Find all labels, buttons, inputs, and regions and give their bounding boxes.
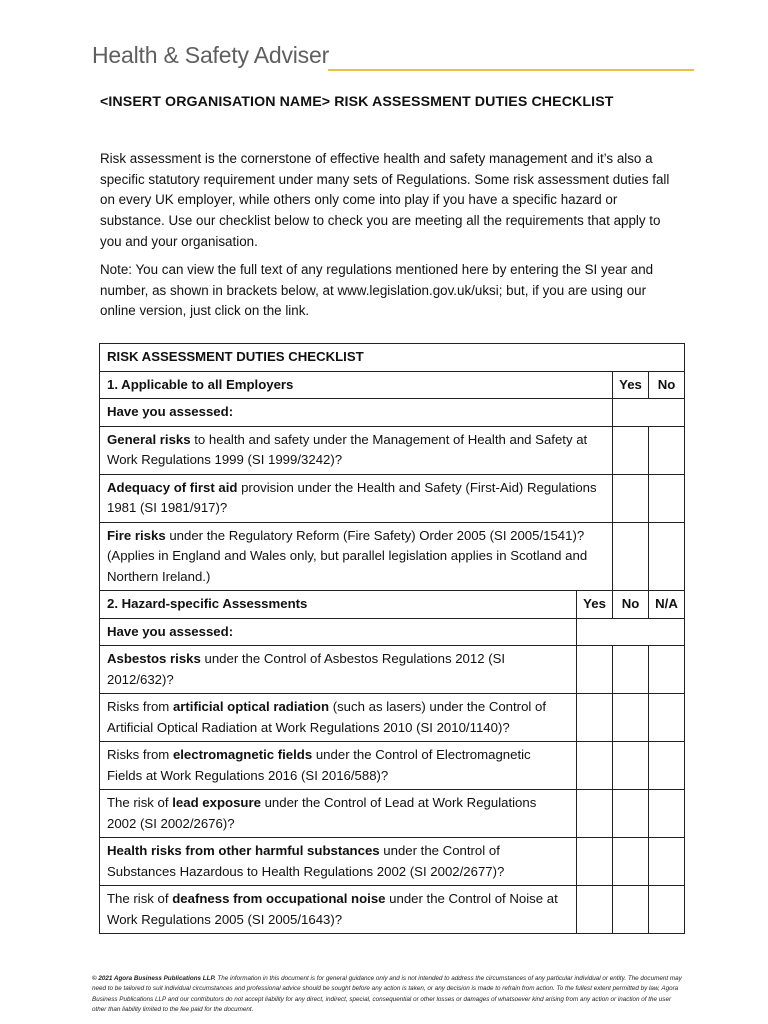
no-checkbox-cell[interactable] [649, 522, 685, 591]
footer-disclaimer-text: The information in this document is for general guidance only and is not intended to address the circumstances of any particular individual or entity. The document may need to be tailored to suit individual circumstances and professional advice should be sought before any action is taken, or any decision is made to refrain from action. To the fullest extent permitted by law, Agora Business Publications LLP and our contributors do not accept liability for any direct, indirect, special, consequential or other losses or damages of whatsoever kind arising from any action or inaction of the user other than liability limited to the fee paid for the document. [92, 975, 682, 1013]
yes-checkbox-cell[interactable] [577, 694, 613, 742]
brand-title: Health & Safety Adviser [92, 42, 330, 68]
risk-assessment-checklist-table [99, 343, 685, 934]
yes-checkbox-cell[interactable] [613, 474, 649, 522]
section-1-subhead-blank [613, 399, 685, 427]
table-heading-row [100, 344, 685, 372]
yes-checkbox-cell[interactable] [577, 886, 613, 934]
document-title: <INSERT ORGANISATION NAME> RISK ASSESSMENT DUTIES CHECKLIST [100, 94, 614, 110]
checklist-item-text: The risk of deafness from occupational noise under the Control of Noise at Work Regulations 2005 (SI 2005/1643)? [100, 886, 577, 934]
checklist-item-text: Adequacy of first aid provision under the Health and Safety (First-Aid) Regulations 1981 (SI 1981/917)? [100, 474, 613, 522]
section-2-subhead-blank [577, 618, 685, 646]
note-paragraph: Note: You can view the full text of any regulations mentioned here by entering the SI year and number, as shown in brackets below, at www.legislation.gov.uk/uksi; but, if you are using our online version, just click on the link. [100, 262, 654, 319]
no-checkbox-cell[interactable] [613, 694, 649, 742]
footer-disclaimer [92, 974, 682, 1015]
section-1-title: 1. Applicable to all Employers [100, 371, 613, 399]
yes-checkbox-cell[interactable] [577, 790, 613, 838]
table-row [100, 886, 685, 934]
no-checkbox-cell[interactable] [613, 790, 649, 838]
na-checkbox-cell[interactable] [649, 790, 685, 838]
checklist-item-text: The risk of lead exposure under the Control of Lead at Work Regulations 2002 (SI 2002/2676)? [100, 790, 577, 838]
no-checkbox-cell[interactable] [649, 426, 685, 474]
table-row [100, 790, 685, 838]
section-2-no-header: No [613, 591, 649, 619]
section-2-header-row [100, 591, 685, 619]
section-2-subhead-row [100, 618, 685, 646]
section-1-subhead: Have you assessed: [100, 399, 613, 427]
na-checkbox-cell[interactable] [649, 694, 685, 742]
brand-underline [328, 69, 694, 71]
footer-copyright: © 2021 Agora Business Publications LLP. [92, 975, 216, 982]
no-checkbox-cell[interactable] [649, 474, 685, 522]
table-row [100, 522, 685, 591]
table-row [100, 474, 685, 522]
checklist-item-text: Asbestos risks under the Control of Asbestos Regulations 2012 (SI 2012/632)? [100, 646, 577, 694]
no-checkbox-cell[interactable] [613, 646, 649, 694]
na-checkbox-cell[interactable] [649, 886, 685, 934]
table-row [100, 742, 685, 790]
no-checkbox-cell[interactable] [613, 886, 649, 934]
table-row [100, 426, 685, 474]
na-checkbox-cell[interactable] [649, 838, 685, 886]
no-checkbox-cell[interactable] [613, 838, 649, 886]
yes-checkbox-cell[interactable] [613, 426, 649, 474]
na-checkbox-cell[interactable] [649, 742, 685, 790]
checklist-item-text: Risks from artificial optical radiation (such as lasers) under the Control of Artificial Optical Radiation at Work Regulations 2010 (SI 2010/1140)? [100, 694, 577, 742]
checklist-item-text: Health risks from other harmful substances under the Control of Substances Hazardous to Health Regulations 2002 (SI 2002/2677)? [100, 838, 577, 886]
yes-checkbox-cell[interactable] [577, 742, 613, 790]
section-1-no-header: No [649, 371, 685, 399]
checklist-item-text: Fire risks under the Regulatory Reform (Fire Safety) Order 2005 (SI 2005/1541)? (Applies in England and Wales only, but parallel legislation applies in Scotland and Northern Ireland.) [100, 522, 613, 591]
section-1-header-row [100, 371, 685, 399]
section-2-title: 2. Hazard-specific Assessments [100, 591, 577, 619]
na-checkbox-cell[interactable] [649, 646, 685, 694]
section-1-yes-header: Yes [613, 371, 649, 399]
intro-paragraph: Risk assessment is the cornerstone of effective health and safety management and it’s also a specific statutory requirement under many sets of Regulations. Some risk assessment duties fall on every UK employer, while others only come into play if you have a specific hazard or substance. Use our checklist below to check you are meeting all the requirements that apply to you and your organisation. [100, 151, 670, 249]
yes-checkbox-cell[interactable] [577, 646, 613, 694]
table-row [100, 646, 685, 694]
table-row [100, 838, 685, 886]
table-row [100, 694, 685, 742]
section-2-na-header: N/A [649, 591, 685, 619]
section-2-subhead: Have you assessed: [100, 618, 577, 646]
yes-checkbox-cell[interactable] [613, 522, 649, 591]
yes-checkbox-cell[interactable] [577, 838, 613, 886]
checklist-item-text: General risks to health and safety under the Management of Health and Safety at Work Regulations 1999 (SI 1999/3242)? [100, 426, 613, 474]
section-1-subhead-row [100, 399, 685, 427]
table-heading: RISK ASSESSMENT DUTIES CHECKLIST [100, 344, 685, 372]
no-checkbox-cell[interactable] [613, 742, 649, 790]
section-2-yes-header: Yes [577, 591, 613, 619]
checklist-item-text: Risks from electromagnetic fields under the Control of Electromagnetic Fields at Work Regulations 2016 (SI 2016/588)? [100, 742, 577, 790]
